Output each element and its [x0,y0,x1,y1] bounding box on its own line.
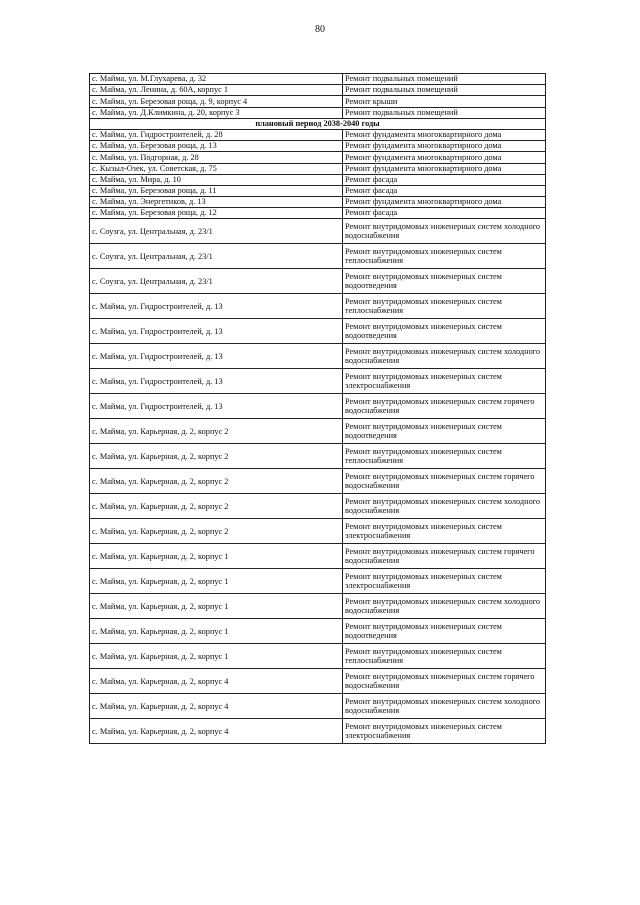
work-type-cell: Ремонт фасада [343,208,546,219]
table-row [90,85,546,96]
work-type-cell: Ремонт фундамента многоквартирного дома [343,152,546,163]
work-type-cell: Ремонт подвальных помещений [343,85,546,96]
table-row [90,619,546,644]
table-row [90,469,546,494]
table-row [90,694,546,719]
page-number: 80 [315,24,325,35]
address-cell: с. Майма, ул. Карьерная, д. 2, корпус 1 [90,544,343,569]
table-row [90,369,546,394]
work-type-cell: Ремонт внутридомовых инженерных систем электроснабжения [343,519,546,544]
work-type-cell: Ремонт внутридомовых инженерных систем горячего водоснабжения [343,544,546,569]
work-type-cell: Ремонт внутридомовых инженерных систем холодного водоснабжения [343,594,546,619]
address-cell: с. Майма, ул. Карьерная, д. 2, корпус 2 [90,444,343,469]
work-type-cell: Ремонт внутридомовых инженерных систем холодного водоснабжения [343,219,546,244]
address-cell: с. Соузга, ул. Центральная, д. 23/1 [90,244,343,269]
table-row [90,644,546,669]
address-cell: с. Майма, ул. Гидростроителей, д. 13 [90,394,343,419]
work-type-cell: Ремонт внутридомовых инженерных систем горячего водоснабжения [343,394,546,419]
work-type-cell: Ремонт внутридомовых инженерных систем электроснабжения [343,719,546,744]
table-row [90,444,546,469]
address-cell: с. Майма, ул. Березовая роща, д. 11 [90,185,343,196]
work-type-cell: Ремонт внутридомовых инженерных систем электроснабжения [343,569,546,594]
address-cell: с. Майма, ул. Березовая роща, д. 13 [90,141,343,152]
work-type-cell: Ремонт внутридомовых инженерных систем электроснабжения [343,369,546,394]
section-header-row [90,118,546,129]
work-type-cell: Ремонт крыши [343,96,546,107]
table-row [90,544,546,569]
work-type-cell: Ремонт фундамента многоквартирного дома [343,141,546,152]
address-cell: с. Майма, ул. Д.Климкина, д. 20, корпус 3 [90,107,343,118]
work-type-cell: Ремонт внутридомовых инженерных систем водоотведения [343,269,546,294]
address-cell: с. Майма, ул. Гидростроителей, д. 13 [90,369,343,394]
address-cell: с. Майма, ул. Карьерная, д. 2, корпус 1 [90,569,343,594]
address-cell: с. Майма, ул. Карьерная, д. 2, корпус 2 [90,494,343,519]
table-row [90,208,546,219]
address-cell: с. Майма, ул. Карьерная, д. 2, корпус 1 [90,644,343,669]
address-cell: с. Майма, ул. Карьерная, д. 2, корпус 4 [90,694,343,719]
table-row [90,669,546,694]
address-cell: с. Соузга, ул. Центральная, д. 23/1 [90,219,343,244]
address-cell: с. Майма, ул. Карьерная, д. 2, корпус 1 [90,594,343,619]
work-type-cell: Ремонт фасада [343,185,546,196]
address-cell: с. Майма, ул. Гидростроителей, д. 13 [90,319,343,344]
work-type-cell: Ремонт внутридомовых инженерных систем теплоснабжения [343,244,546,269]
table-row [90,219,546,244]
work-type-cell: Ремонт внутридомовых инженерных систем водоотведения [343,419,546,444]
address-cell: с. Майма, ул. Карьерная, д. 2, корпус 4 [90,669,343,694]
table-row [90,394,546,419]
address-cell: с. Майма, ул. Гидростроителей, д. 13 [90,344,343,369]
address-cell: с. Майма, ул. Карьерная, д. 2, корпус 1 [90,619,343,644]
address-cell: с. Майма, ул. Карьерная, д. 2, корпус 2 [90,519,343,544]
address-cell: с. Майма, ул. Карьерная, д. 2, корпус 2 [90,419,343,444]
table-row [90,141,546,152]
table-row [90,269,546,294]
address-cell: с. Майма, ул. Энергетиков, д. 13 [90,197,343,208]
table-row [90,152,546,163]
work-type-cell: Ремонт внутридомовых инженерных систем холодного водоснабжения [343,494,546,519]
work-type-cell: Ремонт внутридомовых инженерных систем горячего водоснабжения [343,669,546,694]
table-row [90,294,546,319]
address-cell: с. Майма, ул. Березовая роща, д. 12 [90,208,343,219]
table-row [90,74,546,85]
work-type-cell: Ремонт внутридомовых инженерных систем горячего водоснабжения [343,469,546,494]
address-cell: с. Соузга, ул. Центральная, д. 23/1 [90,269,343,294]
table-row [90,185,546,196]
table-row [90,129,546,140]
work-type-cell: Ремонт фундамента многоквартирного дома [343,197,546,208]
work-type-cell: Ремонт внутридомовых инженерных систем водоотведения [343,619,546,644]
repair-plan-table [89,73,546,744]
table-row [90,494,546,519]
address-cell: с. Майма, ул. Подгорная, д. 28 [90,152,343,163]
table-row [90,197,546,208]
address-cell: с. Майма, ул. М.Глухарева, д. 32 [90,74,343,85]
address-cell: с. Майма, ул. Карьерная, д. 2, корпус 2 [90,469,343,494]
address-cell: с. Майма, ул. Гидростроителей, д. 28 [90,129,343,140]
table-row [90,519,546,544]
table-row [90,319,546,344]
address-cell: с. Майма, ул. Мира, д. 10 [90,174,343,185]
address-cell: с. Майма, ул. Березовая роща, д. 9, корпус 4 [90,96,343,107]
repair-plan-body [90,74,546,744]
work-type-cell: Ремонт подвальных помещений [343,107,546,118]
work-type-cell: Ремонт фасада [343,174,546,185]
work-type-cell: Ремонт внутридомовых инженерных систем теплоснабжения [343,444,546,469]
work-type-cell: Ремонт подвальных помещений [343,74,546,85]
work-type-cell: Ремонт внутридомовых инженерных систем водоотведения [343,319,546,344]
table-row [90,594,546,619]
address-cell: с. Кызыл-Озек, ул. Советская, д. 75 [90,163,343,174]
section-title: плановый период 2038-2040 годы [90,118,546,129]
address-cell: с. Майма, ул. Ленина, д. 60А, корпус 1 [90,85,343,96]
address-cell: с. Майма, ул. Гидростроителей, д. 13 [90,294,343,319]
table-row [90,96,546,107]
table-row [90,344,546,369]
table-row [90,107,546,118]
work-type-cell: Ремонт внутридомовых инженерных систем холодного водоснабжения [343,694,546,719]
table-row [90,163,546,174]
table-row [90,174,546,185]
table-row [90,719,546,744]
address-cell: с. Майма, ул. Карьерная, д. 2, корпус 4 [90,719,343,744]
work-type-cell: Ремонт фундамента многоквартирного дома [343,129,546,140]
table-row [90,244,546,269]
work-type-cell: Ремонт фундамента многоквартирного дома [343,163,546,174]
work-type-cell: Ремонт внутридомовых инженерных систем теплоснабжения [343,644,546,669]
work-type-cell: Ремонт внутридомовых инженерных систем холодного водоснабжения [343,344,546,369]
table-row [90,419,546,444]
work-type-cell: Ремонт внутридомовых инженерных систем теплоснабжения [343,294,546,319]
table-row [90,569,546,594]
